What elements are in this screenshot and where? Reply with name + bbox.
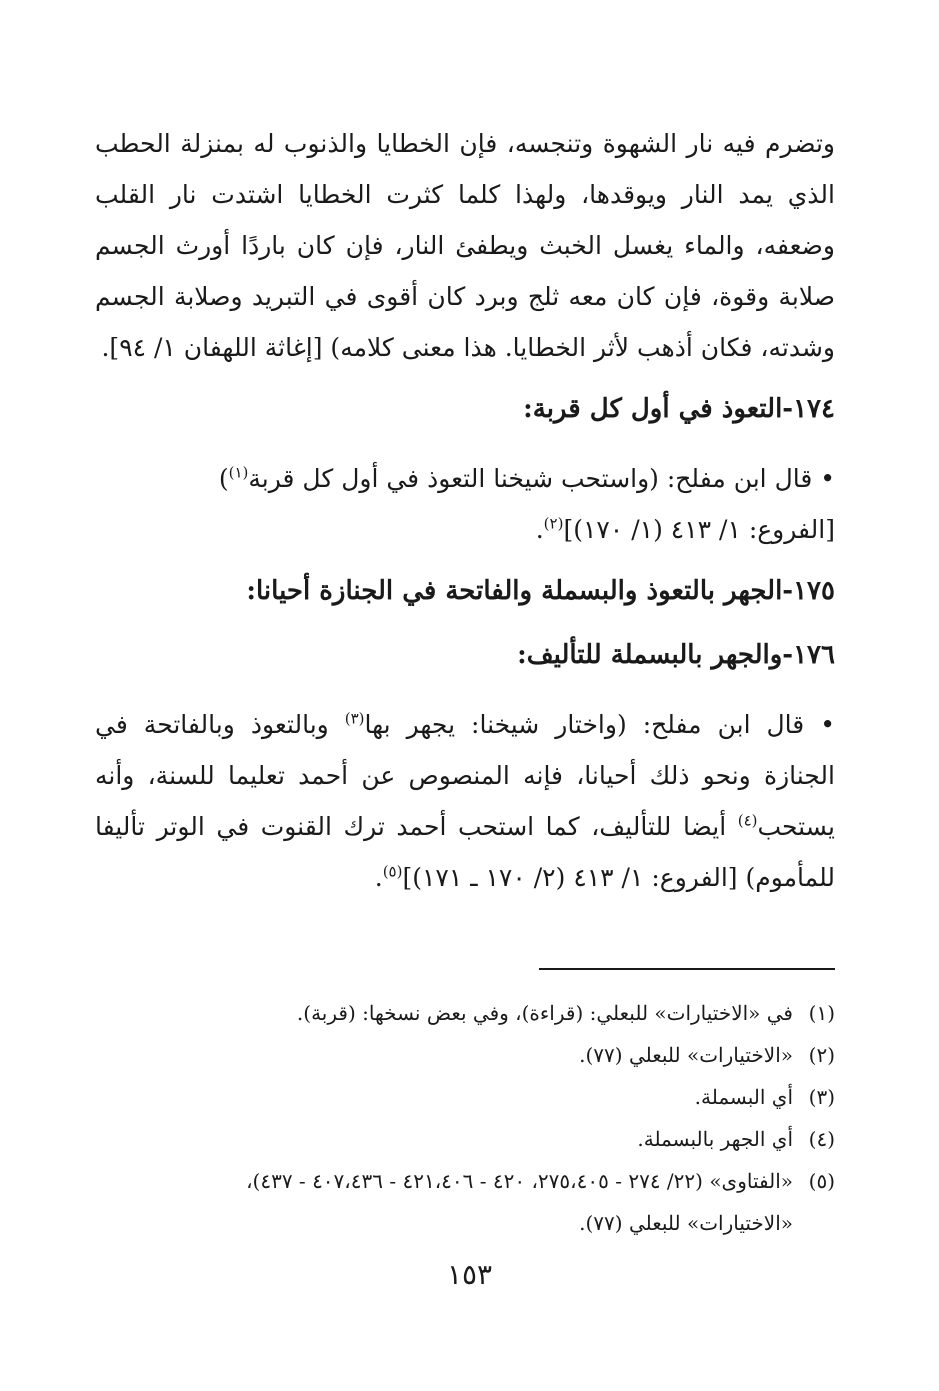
text-span: . [535,515,544,544]
text-span: أيضا للتأليف، كما استحب أحمد ترك القنوت في الوتر تأليفا [95,812,738,841]
text-span: • قال ابن مفلح: (واختار شيخنا: يجهر بها [364,710,835,739]
text-span: . [374,863,383,892]
page-body [95,118,835,903]
footnote-item [95,1118,835,1160]
footnote-item [95,1160,835,1202]
footnotes [95,992,835,1244]
text-span: للمأموم) [الفروع: ١/ ٤١٣ (٢/ ١٧٠ ـ ١٧١)] [402,863,835,892]
footnote-text: أي الجهر بالبسملة. [637,1127,793,1151]
footnote-item [95,992,835,1034]
text-span: [الفروع: ١/ ٤١٣ (١/ ١٧٠)] [563,515,835,544]
footnote-ref[interactable]: (٥) [382,862,403,881]
text-line [95,504,835,555]
footnote-item [95,1034,835,1076]
footnote-ref[interactable]: (٣) [344,709,365,728]
text-line [95,852,835,903]
footnote-text: أي البسملة. [694,1085,793,1109]
footnote-number: (٤) [808,1127,835,1151]
text-line: وشدته، فكان أذهب لأثر الخطايا. هذا معنى كلامه) [إغاثة اللهفان ١/ ٩٤]. [101,333,835,362]
text-span: • قال ابن مفلح: (واستحب شيخنا التعوذ في أول كل قربة [248,464,835,493]
footnote-number: (٥) [808,1169,835,1193]
footnote-continuation: «الاختيارات» للبعلي (٧٧). [579,1211,793,1235]
paragraph-continuation [95,118,835,373]
footnote-divider [539,968,835,970]
text-span: يستحب [757,812,835,841]
footnote-number: (٢) [808,1043,835,1067]
footnote-ref[interactable]: (٤) [737,811,758,830]
text-line: صلابة وقوة، فإن كان معه ثلج وبرد كان أقوى في التبريد وصلابة الجسم [95,282,835,311]
text-line: وضعفه، والماء يغسل الخبث ويطفئ النار، فإن كان باردًا أورث الجسم [95,231,835,260]
text-line [95,801,835,852]
page-number: ١٥٣ [446,1258,493,1291]
footnote-ref[interactable]: (٢) [543,514,564,533]
text-line: الذي يمد النار ويوقدها، ولهذا كلما كثرت الخطايا اشتدت نار القلب [95,180,835,209]
section-heading-176: ١٧٦-والجهر بالبسملة للتأليف: [517,640,835,670]
footnote-text: «الفتاوى» (٢٢/ ٢٧٤ - ٢٧٥،٤٠٥، ٤٢٠ - ٤٢١،٤٠٦ - ٤٠٧،٤٣٦ - ٤٣٧)، [246,1169,793,1193]
footnote-text: في «الاختيارات» للبعلي: (قراءة)، وفي بعض نسخها: (قربة). [296,1001,793,1025]
footnote-number: (٣) [808,1085,835,1109]
footnote-number: (١) [808,1001,835,1025]
paragraph-174 [95,453,835,555]
text-line [95,699,835,750]
text-line: وتضرم فيه نار الشهوة وتنجسه، فإن الخطايا والذنوب له بمنزلة الحطب [95,129,835,158]
text-span: وبالتعوذ وبالفاتحة في [95,710,345,739]
paragraph-176 [95,699,835,903]
section-heading-174: ١٧٤-التعوذ في أول كل قربة: [523,394,835,424]
footnote-item [95,1076,835,1118]
text-line [95,453,835,504]
footnote-text: «الاختيارات» للبعلي (٧٧). [579,1043,793,1067]
footnote-ref[interactable]: (١) [228,463,249,482]
text-span: ) [218,464,229,493]
text-line: الجنازة ونحو ذلك أحيانا، فإنه المنصوص عن أحمد تعليما للسنة، وأنه [95,761,835,790]
section-heading-175: ١٧٥-الجهر بالتعوذ والبسملة والفاتحة في الجنازة أحيانا: [246,576,835,606]
